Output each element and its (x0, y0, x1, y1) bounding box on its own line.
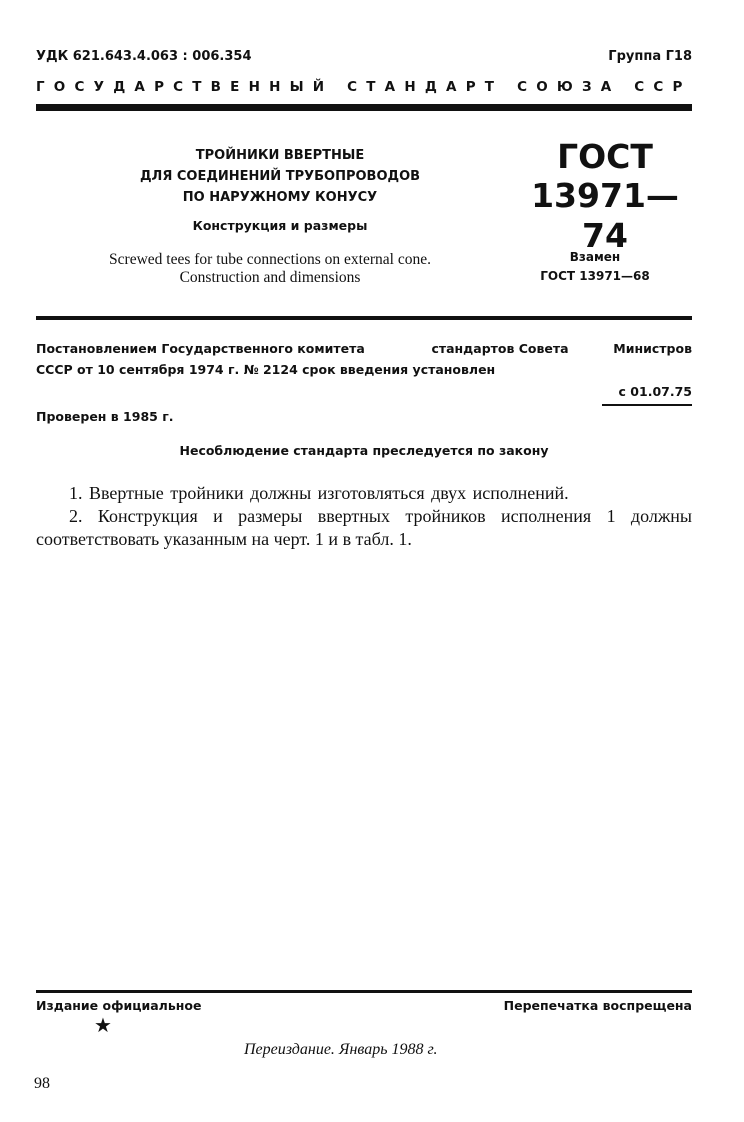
reissue-note: Переиздание. Январь 1988 г. (244, 1041, 438, 1058)
official-edition: Издание официальное (36, 998, 202, 1013)
footer-rule (36, 990, 692, 993)
page-number: 98 (34, 1075, 50, 1092)
group-code: Группа Г18 (608, 49, 692, 64)
title-line: ДЛЯ СОЕДИНЕНИЙ ТРУБОПРОВОДОВ (139, 169, 421, 184)
body-paragraph: 1. Ввертные тройники должны изготовляться двух исполнений. (69, 483, 569, 503)
decree-line-1 (36, 341, 692, 356)
body-paragraph: 2. Конструкция и размеры ввертных тройников исполнения 1 должны соответствовать указанным на черт. 1 и в табл. 1. (36, 506, 692, 549)
english-title-line: Screwed tees for tube connections on external cone. (109, 251, 431, 268)
document-subtitle: Конструкция и размеры (192, 218, 368, 233)
decree-part: Постановлением Государственного комитета (36, 341, 365, 356)
reprint-prohibited: Перепечатка воспрещена (503, 998, 692, 1013)
replaces-gost: ГОСТ 13971—68 (540, 269, 650, 283)
title-line: ТРОЙНИКИ ВВЕРТНЫЕ (195, 148, 365, 163)
checked-year: Проверен в 1985 г. (36, 409, 174, 424)
state-standard-banner: ГОСУДАРСТВЕННЫЙ СТАНДАРТ СОЮЗА ССР (36, 79, 692, 95)
gost-number: 13971—74 (531, 176, 679, 255)
title-line: ПО НАРУЖНОМУ КОНУСУ (182, 190, 378, 205)
star-icon: ★ (94, 1015, 112, 1037)
title-block-rule (36, 316, 692, 320)
law-notice: Несоблюдение стандарта преследуется по закону (179, 443, 549, 458)
english-title (40, 251, 500, 287)
effective-date: с 01.07.75 (618, 384, 692, 399)
document-title (110, 145, 450, 208)
udk-code: УДК 621.643.4.063 : 006.354 (36, 49, 252, 64)
gost-label: ГОСТ (557, 137, 653, 176)
effective-date-underline (602, 404, 692, 406)
decree-part: Министров (613, 341, 692, 356)
english-title-line: Construction and dimensions (179, 269, 361, 286)
header-thick-rule (36, 104, 692, 111)
decree-part: стандартов Совета (431, 341, 569, 356)
decree-line-2: СССР от 10 сентября 1974 г. № 2124 срок введения установлен (36, 362, 496, 377)
replaces-label: Взамен (569, 250, 621, 264)
